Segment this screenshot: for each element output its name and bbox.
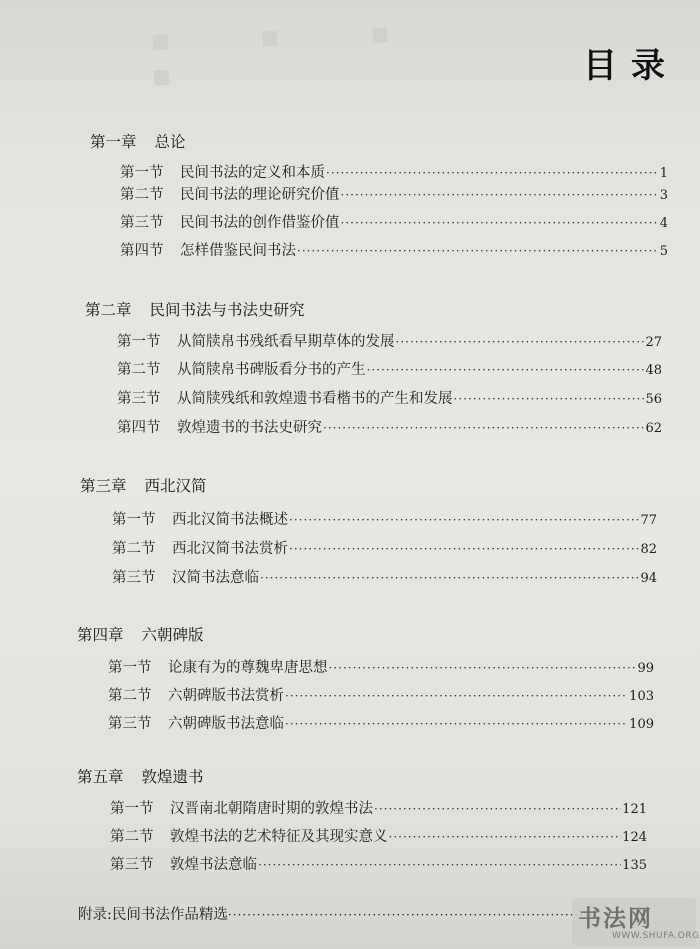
section-title: 民间书法的理论研究价值 — [180, 187, 340, 203]
page-number: 94 — [640, 571, 657, 586]
dot-leader — [341, 188, 659, 202]
chapter-title: 西北汉简 — [144, 477, 207, 495]
section-number: 第三节 — [117, 391, 161, 407]
toc-entry — [110, 797, 647, 819]
bleed-through-text: ▪ ▪ ▪ ▪ — [149, 13, 431, 94]
dot-leader — [396, 335, 645, 349]
chapter-number: 第一章 — [90, 133, 137, 151]
toc-entry — [108, 684, 654, 706]
page-number: 62 — [645, 421, 662, 436]
page-number: 48 — [645, 363, 662, 378]
watermark-url: WWW.SHUFA.ORG — [612, 931, 700, 941]
page-number: 103 — [629, 689, 654, 704]
chapter-title: 六朝碑版 — [141, 626, 204, 644]
section-title: 民间书法的定义和本质 — [180, 165, 325, 181]
page-number: 99 — [637, 661, 654, 676]
section-number: 第一节 — [117, 334, 161, 350]
chapter-number: 第五章 — [77, 768, 124, 786]
dot-leader — [323, 421, 644, 435]
section-title: 怎样借鉴民间书法 — [180, 243, 296, 259]
page-title: 目录 — [583, 46, 679, 86]
section-number: 第一节 — [108, 660, 152, 676]
section-title: 西北汉简书法赏析 — [172, 541, 288, 557]
section-title: 敦煌书法意临 — [170, 857, 257, 873]
page-number: 4 — [659, 216, 668, 231]
dot-leader — [389, 830, 622, 844]
chapter-heading — [80, 474, 207, 496]
page-number: 121 — [622, 802, 647, 817]
dot-leader — [289, 513, 639, 527]
toc-entry — [110, 825, 647, 847]
dot-leader — [285, 689, 628, 703]
appendix-label: 附录:民间书法作品精选 — [78, 907, 228, 923]
dot-leader — [374, 802, 621, 816]
section-number: 第二节 — [117, 362, 161, 378]
section-number: 第一节 — [112, 512, 156, 528]
chapter-title: 民间书法与书法史研究 — [149, 301, 305, 319]
dot-leader — [454, 392, 645, 406]
section-title: 汉简书法意临 — [172, 570, 259, 586]
dot-leader — [329, 661, 637, 675]
page-number: 124 — [622, 830, 647, 845]
section-number: 第二节 — [108, 688, 152, 704]
toc-entry — [112, 508, 657, 530]
section-title: 汉晋南北朝隋唐时期的敦煌书法 — [170, 801, 373, 817]
page-number: 77 — [640, 513, 657, 528]
section-title: 六朝碑版书法意临 — [168, 716, 284, 732]
appendix-entry — [78, 903, 598, 924]
page-number: 135 — [622, 858, 647, 873]
dot-leader — [289, 542, 639, 556]
page-number: 3 — [659, 188, 668, 203]
toc-entry — [112, 566, 657, 588]
section-number: 第二节 — [120, 187, 164, 203]
section-number: 第二节 — [110, 829, 154, 845]
dot-leader — [297, 244, 659, 258]
toc-entry — [120, 239, 668, 261]
dot-leader — [258, 858, 621, 872]
section-title: 敦煌书法的艺术特征及其现实意义 — [170, 829, 388, 845]
section-title: 六朝碑版书法赏析 — [168, 688, 284, 704]
page-number: 56 — [645, 392, 662, 407]
dot-leader — [367, 363, 645, 377]
chapter-number: 第三章 — [80, 477, 127, 495]
chapter-title: 总论 — [154, 133, 186, 151]
section-title: 从简牍帛书残纸看早期草体的发展 — [177, 334, 395, 350]
page-number: 109 — [629, 717, 654, 732]
section-number: 第三节 — [112, 570, 156, 586]
toc-entry — [120, 161, 668, 183]
page-number: 27 — [645, 335, 662, 350]
section-title: 从简牍帛书碑版看分书的产生 — [177, 362, 366, 378]
chapter-heading — [90, 130, 186, 152]
dot-leader — [285, 717, 628, 731]
toc-entry — [108, 656, 654, 678]
section-title: 敦煌遗书的书法史研究 — [177, 420, 322, 436]
toc-entry — [117, 358, 662, 380]
page-number: 82 — [640, 542, 657, 557]
dot-leader — [341, 216, 659, 230]
chapter-heading — [77, 623, 204, 645]
toc-entry — [110, 853, 647, 875]
page-number: 1 — [659, 166, 668, 181]
section-number: 第一节 — [120, 165, 164, 181]
chapter-heading — [85, 298, 305, 320]
toc-entry — [120, 211, 668, 233]
toc-entry — [117, 387, 662, 409]
dot-leader — [228, 908, 598, 922]
section-number: 第三节 — [108, 716, 152, 732]
section-number: 第三节 — [110, 857, 154, 873]
page-number: 5 — [659, 244, 668, 259]
section-number: 第一节 — [110, 801, 154, 817]
toc-entry — [117, 330, 662, 352]
site-watermark — [572, 898, 700, 946]
section-title: 论康有为的尊魏卑唐思想 — [168, 660, 328, 676]
chapter-number: 第四章 — [77, 626, 124, 644]
chapter-heading — [77, 765, 204, 787]
section-number: 第二节 — [112, 541, 156, 557]
toc-entry — [108, 712, 654, 734]
section-number: 第四节 — [117, 420, 161, 436]
chapter-title: 敦煌遗书 — [141, 768, 204, 786]
section-title: 从简牍残纸和敦煌遗书看楷书的产生和发展 — [177, 391, 453, 407]
toc-entry — [112, 537, 657, 559]
section-number: 第三节 — [120, 215, 164, 231]
toc-entry — [117, 416, 662, 438]
section-number: 第四节 — [120, 243, 164, 259]
section-title: 西北汉简书法概述 — [172, 512, 288, 528]
dot-leader — [326, 166, 659, 180]
section-title: 民间书法的创作借鉴价值 — [180, 215, 340, 231]
chapter-number: 第二章 — [85, 301, 132, 319]
watermark-logo: 书法网 — [578, 905, 653, 932]
dot-leader — [260, 571, 639, 585]
toc-entry — [120, 183, 668, 205]
